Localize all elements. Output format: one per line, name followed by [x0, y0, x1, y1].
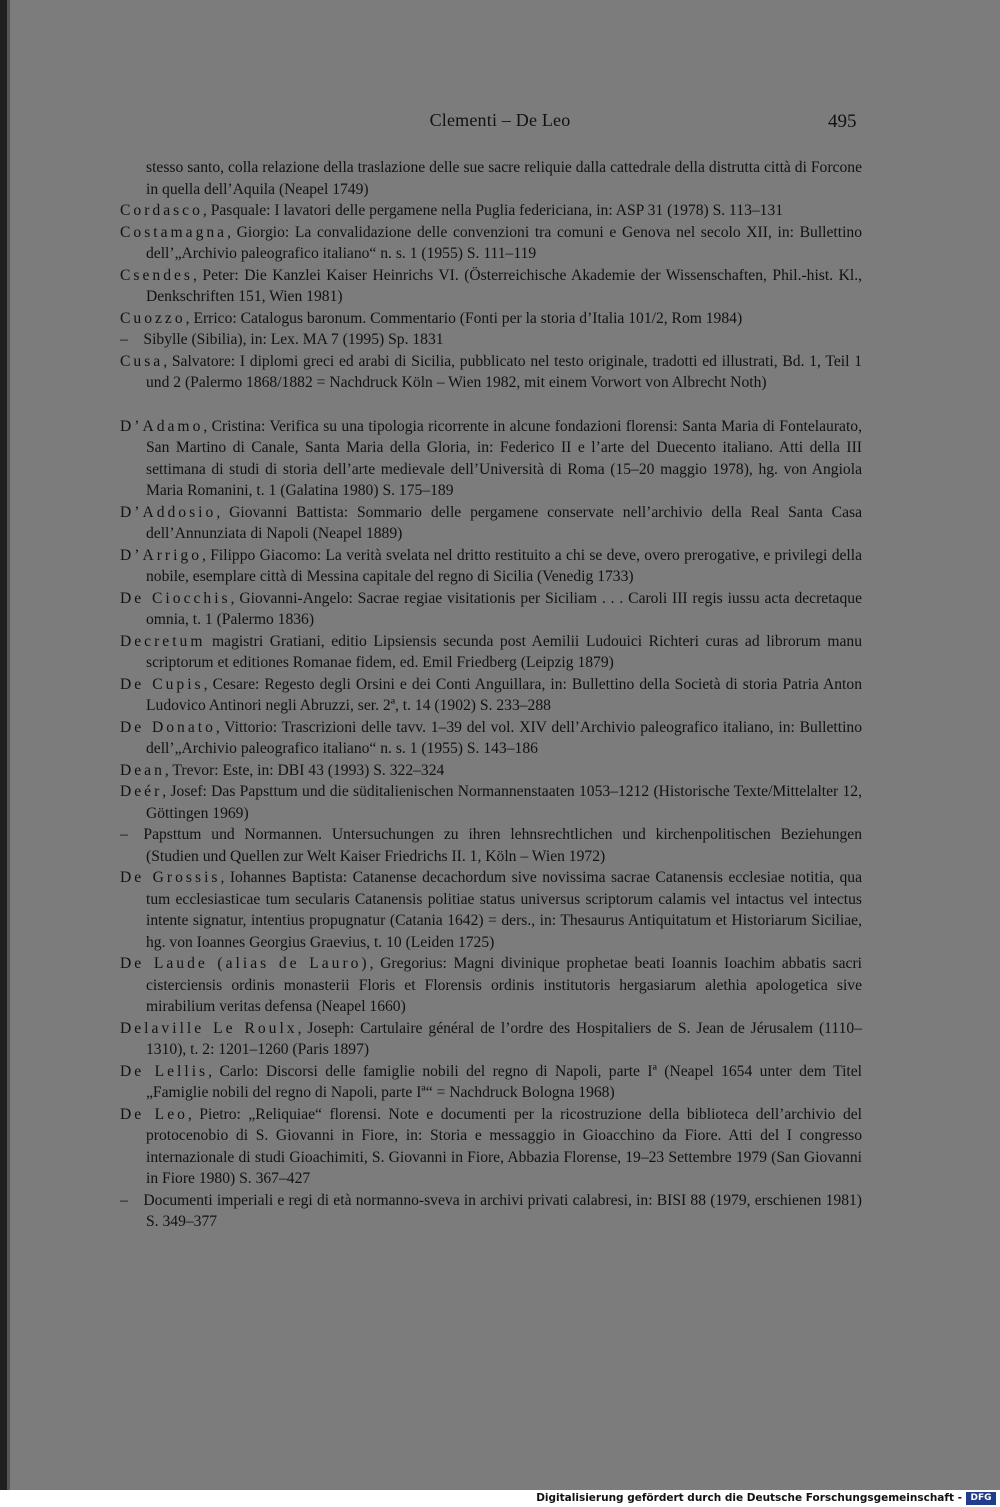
bibliography-entry — [120, 222, 862, 265]
page-number: 495 — [828, 111, 857, 132]
footer-text: Digitalisierung gefördert durch die Deutsche Forschungsgemeinschaft - — [536, 1492, 962, 1504]
entry-text: , Gregorius: Magni divinique prophetae beati Ioannis Ioachim abbatis sacri cisterciensis ordinis monasterii Floris et Florensis ordinis institutoris hergasiarum alethia apologetica sive mirabilium veritas defensa (Neapel 1660) — [146, 955, 862, 1015]
bibliography-entry — [120, 545, 862, 588]
author-name: Csendes — [120, 266, 193, 284]
bibliography-entry — [120, 631, 862, 674]
author-name: D’Addosio — [120, 503, 217, 521]
bibliography-entry — [120, 265, 862, 308]
bibliography-entry — [120, 1018, 862, 1061]
entry-text: Papsttum und Normannen. Untersuchungen zu ihren lehnsrechtlichen und kirchenpolitischen Beziehungen (Studien und Quellen zur Welt Kaiser Friedrichs II. 1, Köln – Wien 1972) — [143, 826, 862, 865]
entry-text: , Cesare: Regesto degli Orsini e dei Conti Anguillara, in: Bullettino della Società di storia Patria Anton Ludovico Antinori negli Abruzzi, ser. 2ª, t. 14 (1902) S. 233–288 — [146, 675, 862, 714]
repeat-author-dash: – — [120, 331, 144, 348]
author-name: De Cupis — [120, 675, 204, 693]
repeat-author-dash: – — [120, 1191, 144, 1209]
entry-text: , Giovanni-Angelo: Sacrae regiae visitationis per Siciliam . . . Caroli III regis iussu acta decretaque omnia, t. 1 (Palermo 1836) — [146, 589, 862, 628]
author-name: De Grossis — [120, 869, 221, 886]
author-name: Dean — [120, 761, 165, 779]
bibliography-entry — [120, 308, 862, 330]
author-name: De Leo — [120, 1105, 188, 1123]
bibliography-entry — [120, 588, 862, 631]
author-name: De Donato — [120, 718, 216, 736]
bibliography-entry — [120, 200, 862, 222]
author-name: D’Adamo — [120, 417, 204, 435]
author-name: Cordasco — [120, 202, 203, 219]
dfg-logo: DFG — [966, 1492, 996, 1505]
author-name: D’Arrigo — [120, 546, 203, 564]
entry-text: , Joseph: Cartulaire général de l’ordre des Hospitaliers de S. Jean de Jérusalem (1110–1310), t. 2: 1201–1260 (Paris 1897) — [146, 1019, 862, 1058]
entry-text: , Filippo Giacomo: La verità svelata nel dritto restituito a chi se deve, overo prerogative, e privilegi della nobile, esemplare città di Messina capitale del regno di Sicilia (Venedig 1733) — [146, 546, 862, 585]
entry-text: , Errico: Catalogus baronum. Commentario (Fonti per la storia d’Italia 101/2, Rom 1984) — [185, 309, 743, 327]
bibliography-list — [120, 157, 862, 1233]
bibliography-entry — [120, 953, 862, 1018]
bibliography-entry — [120, 824, 862, 867]
entry-text: , Pietro: „Reliquiae“ florensi. Note e documenti per la ricostruzione della biblioteca dell’archivio del protocenobio di S. Giovanni in Fiore, in: Storia e messaggio in Gioacchino da Fiore. Atti del I congresso internazionale di studi Gioachimiti, S. Giovanni in Fiore, Abbazia Florense, 19–23 Settembre 1979 (San Giovanni in Fiore 1980) S. 367–427 — [146, 1105, 863, 1187]
entry-text: Sibylle (Sibilia), in: Lex. MA 7 (1995) Sp. 1831 — [143, 331, 444, 348]
bibliography-entry — [120, 1061, 862, 1104]
bibliography-entry — [120, 502, 862, 545]
entry-text: , Trevor: Este, in: DBI 43 (1993) S. 322–324 — [164, 761, 445, 779]
repeat-author-dash: – — [120, 826, 144, 843]
section-gap — [120, 394, 862, 416]
bibliography-entry — [120, 416, 862, 502]
entry-text: , Vittorio: Trascrizioni delle tavv. 1–39 del vol. XIV dell’Archivio paleografico italiano, in: Bullettino dell’„Archivio paleografico italiano“ n. s. 1 (1955) S. 143–186 — [146, 718, 862, 757]
bibliography-entry — [120, 781, 862, 824]
footer-bar — [0, 1490, 1000, 1507]
entry-text: Documenti imperiali e regi di età normanno-sveva in archivi privati calabresi, in: BISI 88 (1979, erschienen 1981) S. 349–377 — [143, 1191, 862, 1230]
author-name: Costamagna — [120, 223, 228, 241]
author-name: Cuozzo — [120, 309, 186, 327]
author-name: Deér — [120, 783, 163, 800]
bibliography-entry — [120, 157, 862, 200]
entry-text: , Salvatore: I diplomi greci ed arabi di Sicilia, pubblicato nel testo originale, tradotti ed illustrati, Bd. 1, Teil 1 und 2 (Palermo 1868/1882 = Nachdruck Köln – Wien 1982, mit einem Vorwort von Albrecht Noth) — [146, 352, 862, 391]
entry-text: , Cristina: Verifica su una tipologia ricorrente in alcune fondazioni florensi: Santa Maria di Fontelaurato, San Martino di Canale, Santa Maria della Gloria, in: Federico II e l’arte del Duecento italiano. Atti della III settimana di studi di storia dell’arte medievale dell’Università di Roma (15–20 maggio 1978), hg. von Angiola Maria Romanini, t. 1 (Galatina 1980) S. 175–189 — [146, 417, 862, 499]
author-name: Decretum — [120, 632, 206, 650]
entry-text: stesso santo, colla relazione della traslazione delle sue sacre reliquie dalla cattedrale della distrutta città di Forcone in quella dell’Aquila (Neapel 1749) — [146, 159, 862, 198]
bibliography-entry — [120, 1104, 862, 1190]
author-name: De Laude (alias de Lauro) — [120, 955, 370, 972]
bibliography-entry — [120, 329, 862, 351]
entry-text: , Josef: Das Papsttum und die süditalienischen Normannenstaaten 1053–1212 (Historische Texte/Mittelalter 12, Göttingen 1969) — [146, 783, 862, 822]
bibliography-entry — [120, 1190, 862, 1233]
bibliography-entry — [120, 351, 862, 394]
scan-border-shadow — [7, 0, 10, 1490]
entry-text: , Pasquale: I lavatori delle pergamene nella Puglia federiciana, in: ASP 31 (1978) S. 113–131 — [202, 202, 784, 219]
author-name: Delaville Le Roulx — [120, 1019, 298, 1037]
author-name: De Lellis — [120, 1062, 209, 1080]
author-name: Cusa — [120, 352, 164, 370]
running-header: Clementi – De Leo — [429, 110, 571, 130]
bibliography-entry — [120, 674, 862, 717]
entry-text: , Giovanni Battista: Sommario delle pergamene conservate nell’archivio della Real Santa Casa dell’Annunziata di Napoli (Neapel 1889) — [146, 503, 862, 542]
entry-text: , Carlo: Discorsi delle famiglie nobili del regno di Napoli, parte Iª (Neapel 1654 unter dem Titel „Famiglie nobili del regno di Napoli, parte Iª“ = Nachdruck Bologna 1968) — [146, 1062, 862, 1101]
entry-text: magistri Gratiani, editio Lipsiensis secunda post Aemilii Ludouici Richteri curas ad librorum manu scriptorum et editiones Romanae fidem, ed. Emil Friedberg (Leipzig 1879) — [146, 632, 862, 671]
scan-border — [0, 0, 7, 1490]
author-name: De Ciocchis — [120, 589, 231, 607]
entry-text: , Iohannes Baptista: Catanense decachordum sive novissima sacrae Catanensis ecclesiae notitia, qua tum ecclesiasticae tum secularis Catanensis politiae status universus scriptorum calamis vel intactus vel intectus intente signatur, intentius propugnatur (Catania 1642) = ders., in: Thesaurus Antiquitatum et Historiarum Siciliae, hg. von Ioannes Georgius Graevius, t. 10 (Leiden 1725) — [146, 869, 862, 951]
bibliography-entry — [120, 717, 862, 760]
entry-text: , Peter: Die Kanzlei Kaiser Heinrichs VI. (Österreichische Akademie der Wissenschaften, Phil.-hist. Kl., Denkschriften 151, Wien 1981) — [146, 266, 862, 305]
bibliography-entry — [120, 760, 862, 782]
entry-text: , Giorgio: La convalidazione delle convenzioni tra comuni e Genova nel secolo XII, in: Bullettino dell’„Archivio paleografico italiano“ n. s. 1 (1955) S. 111–119 — [146, 223, 862, 262]
bibliography-entry — [120, 867, 862, 953]
